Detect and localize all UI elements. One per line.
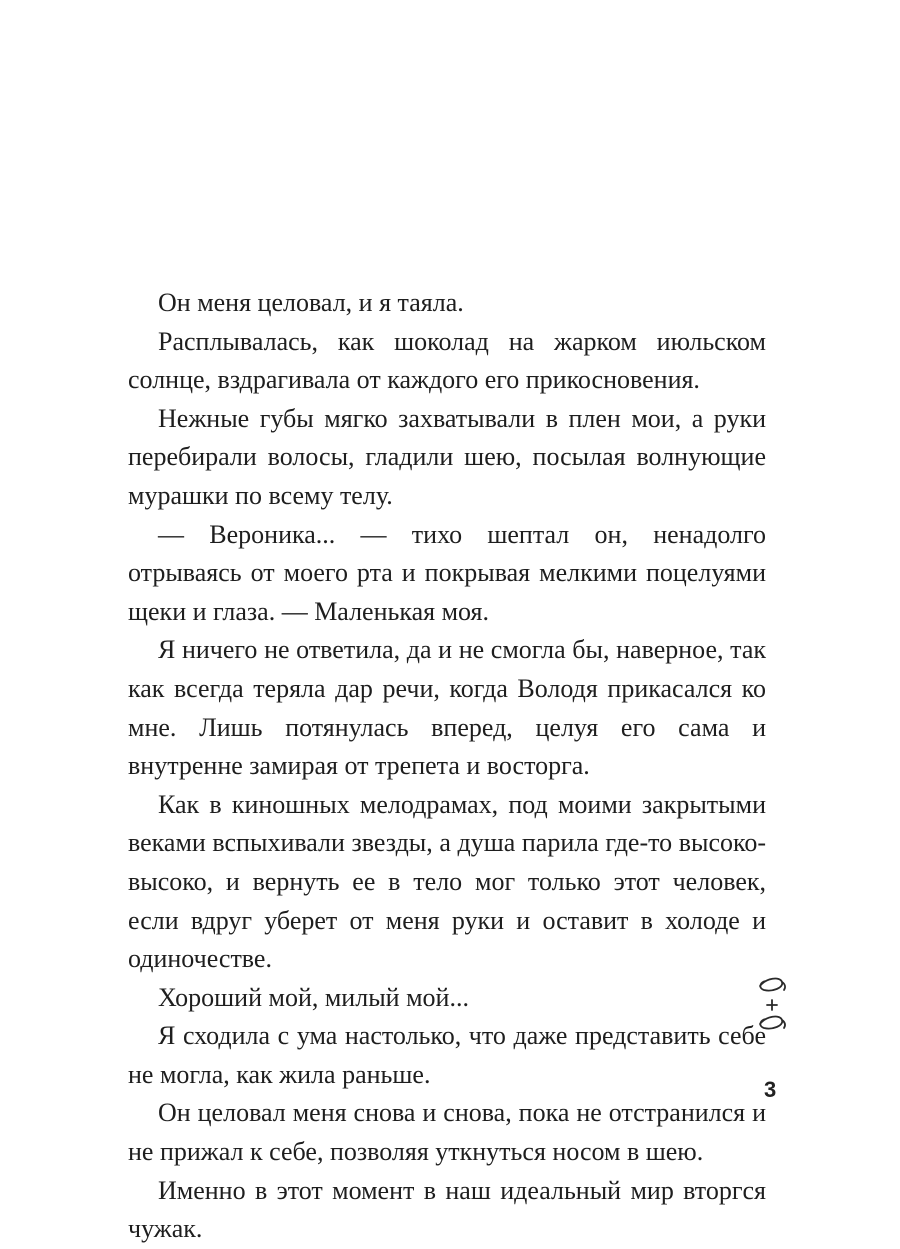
paragraph: Нежные губы мягко захватывали в плен мои, а руки перебирали волосы, гладили шею, посылая волнующие мурашки по всему телу.	[128, 403, 766, 510]
paragraph: Как в киношных мелодрамах, под моими закрытыми веками вспыхивали звезды, а душа парила где-то высоко-высоко, и вернуть ее в тело мог только этот человек, если вдруг уберет от меня руки и оставит в холоде и одиночестве.	[128, 789, 766, 974]
paragraph: Я ничего не ответила, да и не смогла бы, наверное, так как всегда теряла дар речи, когда Володя прикасался ко мне. Лишь потянулась вперед, целуя его сама и внутренне замирая от трепета и восторга.	[128, 635, 766, 781]
paragraph: Он меня целовал, и я таяла.	[158, 288, 464, 317]
paragraph: — Вероника... — тихо шептал он, ненадолго отрываясь от моего рта и покрывая мелкими поцелуями щеки и глаза. — Маленькая моя.	[128, 519, 766, 626]
paragraph: Хороший мой, милый мой...	[158, 982, 469, 1012]
script-ornament-icon	[752, 968, 792, 1042]
body-text	[128, 284, 766, 1249]
page-number: 3	[764, 1077, 777, 1102]
paragraph: Расплывалась, как шоколад на жарком июльском солнце, вздрагивала от каждого его прикосновения.	[128, 326, 766, 395]
paragraph: Именно в этот момент в наш идеальный мир вторгся чужак.	[128, 1175, 766, 1244]
paragraph: Он целовал меня снова и снова, пока не отстранился и не прижал к себе, позволяя уткнуться носом в шею.	[128, 1098, 766, 1167]
paragraph: Я сходила с ума настолько, что даже представить себе не могла, как жила раньше.	[128, 1021, 766, 1089]
